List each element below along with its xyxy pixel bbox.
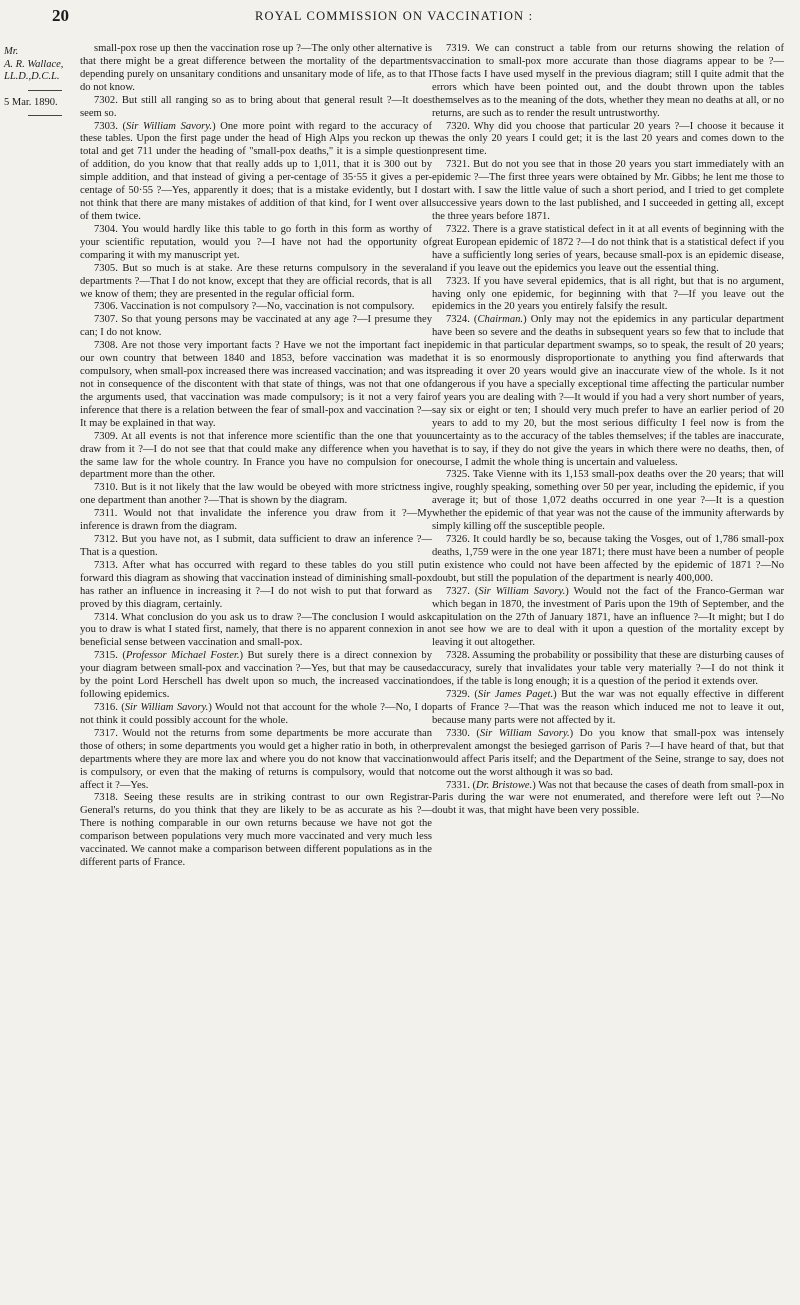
speaker-name: Professor Michael Foster. <box>125 650 240 662</box>
margin-divider <box>28 115 62 116</box>
page-number: 20 <box>52 6 69 25</box>
text-run: 7329. ( <box>446 689 478 701</box>
paragraph <box>432 728 784 780</box>
paragraph <box>432 314 784 469</box>
text-run: 7312. But you have not, as I submit, data sufficient to draw an inference ?—That is a question. <box>80 534 432 558</box>
text-run: 7310. But is it not likely that the law would be obeyed with more strictness in one department than another ?—That is shown by the diagram. <box>80 482 432 507</box>
text-run: 7321. But do not you see that in those 20 years you start immediately with an epidemic ?—The first three years were obtained by Mr. Gibbs; he lent me those to start with. I saw the little value of such a short period, and I tried to get complete successive years down to the last published, and I succeeded in getting all, except the three years before 1871. <box>432 159 784 222</box>
paragraph <box>432 276 784 315</box>
text-run: 7320. Why did you choose that particular 20 years ?—I choose it because it was the only 20 years I could get; it is the last 20 years and comes down to the present time. <box>432 120 784 158</box>
paragraph <box>80 650 432 702</box>
paragraph <box>80 340 432 430</box>
text-run: 7319. We can construct a table from our returns showing the relation of vaccination to small-pox more accurate than those diagrams appear to be ?—Those facts I have used myself in the previous diagram; still I quite admit that the errors which have been pointed out, and the doubt thrown upon the tables themselves as to the meaning of the dots, whether they mean no deaths at all, or no returns, are such as to render the result untrustworthy. <box>432 43 784 119</box>
text-run: 7315. ( <box>94 650 126 662</box>
text-run: 7326. It could hardly be so, because taking the Vosges, out of 1,786 small-pox deaths, 1,759 were in the one year 1871; there must have been a number of people in existence who could not have been affected by the epidemic of 1871 ?—No doubt, but still the population of the department is nearly 400,000. <box>432 534 784 584</box>
margin-date: 5 Mar. 1890. <box>4 96 58 108</box>
paragraph <box>432 586 784 651</box>
paragraph <box>80 792 432 870</box>
text-run: 7309. At all events is not that inference more scientific than the one that you draw from it ?—I do not see that that could make any difference when you have the same law for the whole country. In France you have no compulsion for one department more than the other. <box>80 430 432 481</box>
text-run: 7306. Vaccination is not compulsory ?—No, vaccination is not compulsory. <box>94 301 415 313</box>
text-run: 7307. So that young persons may be vaccinated at any age ?—I presume they can; I do not know. <box>80 314 432 339</box>
text-run: 7316. ( <box>94 702 125 714</box>
text-run: ) Do you know that small-pox was intensely prevalent amongst the besieged garrison of Paris ?—I have heard of that, but that would affect Paris itself; and the Department of the Seine, strange to say, does not come out the worst although it was so bad. <box>432 727 784 778</box>
paragraph <box>80 263 432 302</box>
paragraph <box>432 650 784 689</box>
left-column <box>80 43 432 870</box>
paragraph <box>80 728 432 793</box>
text-run: 7305. But so much is at stake. Are these returns compulsory in the several departments ?—That I do not know, except that they are official records, that is all we know of them; they are presented in the regular official form. <box>80 262 432 300</box>
paragraph <box>80 482 432 508</box>
paragraph <box>80 224 432 263</box>
running-head: ROYAL COMMISSION ON VACCINATION : <box>255 9 534 23</box>
paragraph <box>432 224 784 276</box>
text-run: 7313. After what has occurred with regard to these tables do you still put forward this diagram as showing that vaccination instead of diminishing small-pox has rather an influence in increasing it ?—I do not wish to put that forward as proved by this diagram, certainly. <box>80 559 432 610</box>
text-run: 7318. Seeing these results are in striking contrast to our own Registrar-General's returns, do you think that they are likely to be as accurate as his ?—There is nothing comparable in our own returns because we have not got the comparison between populations very much more vaccinated and very much less vaccinated. We cannot make a comparison between different populations as in the different parts of France. <box>80 792 432 869</box>
text-run: 7330. ( <box>446 727 480 739</box>
text-run: ) But the war was not equally effective in different parts of France ?—That was the reason which induced me not to leave it out, because many parts were not affected by it. <box>432 689 784 726</box>
text-run: ) Would not that account for the whole ?—No, I do not think it could possibly account for the whole. <box>80 702 432 726</box>
text-run: 7311. Would not that invalidate the inference you draw from it ?—My inference is drawn from the diagram. <box>80 508 432 533</box>
paragraph <box>432 469 784 534</box>
speaker-name: Sir William Savory. <box>478 585 566 597</box>
text-run: 7304. You would hardly like this table to go forth in this form as worthy of your scientific reputation, would you ?—I have not had the opportunity of comparing it with my manuscript yet. <box>80 223 432 261</box>
text-run: 7302. But still all ranging so as to bring about that general result ?—It does seem so. <box>80 94 432 119</box>
text-run: 7331. ( <box>446 779 477 791</box>
text-run: 7327. ( <box>446 585 479 597</box>
margin-speaker: Mr. <box>4 46 19 57</box>
margin-note <box>4 46 62 122</box>
text-run: 7314. What conclusion do you ask us to draw ?—The conclusion I would ask you to draw is what I stated first, namely, that there is no apparent connexion in a beneficial sense between vaccination and small-pox. <box>80 611 432 649</box>
margin-degrees: LL.D.,D.C.L. <box>4 71 60 82</box>
text-run: 7324. ( <box>446 314 478 326</box>
text-run: ) But surely there is a direct connexion by your diagram between small-pox and vaccination ?—Yes, but that may be caused by the point Lord Herschell has dwelt upon so much, the increased vaccination following epidemics. <box>80 650 433 701</box>
paragraph <box>80 702 432 728</box>
paragraph <box>432 43 784 121</box>
paragraph <box>80 508 432 534</box>
text-run: ) Would not the fact of the Franco-German war which began in 1870, the investment of Paris upon the 19th of September, and the capitulation on the 27th of January 1871, have an influence ?—It might; but I do not see how we are to deal with it upon a question of the mortality except by leaving it out altogether. <box>432 585 784 649</box>
text-run: ) One more point with regard to the accuracy of these tables. Upon the first page under the head of High Alps you reckon up the total and get 711 under the heading of "small-pox deaths," it is a simple question of addition, do you know that that really adds up to 1,011, that it is 300 out by simple addition, and that instead of giving a per-centage of 35·55 it gives a per-centage of 50·55 ?—Yes, apparently it does; that is a mistake evidently, but I do not think that there are many mistakes of addition of that kind, for I went over all of them twice. <box>80 120 432 222</box>
paragraph <box>80 43 432 95</box>
text-run: 7322. There is a grave statistical defect in it at all events of beginning with the great European epidemic of 1872 ?—I do not think that is a statistical defect if you have a sufficiently long series of years, because small-pox is an epidemic disease, and if you leave out the epidemics you leave out the essential thing. <box>432 223 784 274</box>
paragraph <box>80 534 432 560</box>
text-run: 7325. Take Vienne with its 1,153 small-pox deaths over the 20 years; that will give, roughly speaking, something over 50 per year, including the epidemic, if you average it; but of those 1,072 deaths occurred in one year ?—It is a question whether the epidemic of that year was not the cause of the immunity afterwards by simply killing off the susceptible people. <box>432 469 784 533</box>
text-run: ) Only may not the epidemics in any particular department have been so severe and the deaths in subsequent years so few that to include that epidemic in that particular department swamps, so to speak, the result of 20 years; that it is so enormously disproportionate to anything you find afterwards that spreading it over 20 years would give an inaccurate view of the whole. Is it not dangerous if you have a specially exceptional time affecting the particular number of years you are dealing with ?—It would if you had a very short number of years, say six or eight or ten; I should very much prefer to have an earlier period of 20 years to add to my 20, but the most serious difficulty I feel now is from the uncertainty as to the accuracy of the tables themselves; if the tables are inaccurate, that is to say, if they do not give the years in which there were no deaths, then, of course, I admit the whole thing is uncertain and valueless. <box>432 314 784 468</box>
speaker-name: Sir William Savory. <box>124 702 209 714</box>
paragraph <box>80 301 432 314</box>
paragraph <box>432 159 784 224</box>
paragraph <box>432 534 784 586</box>
page-header <box>0 6 800 28</box>
speaker-name: Sir William Savory. <box>479 727 570 739</box>
paragraph <box>432 689 784 728</box>
right-column <box>432 43 784 818</box>
paragraph <box>80 121 432 224</box>
paragraph <box>80 95 432 121</box>
text-run: ) Was not that because the cases of death from small-pox in Paris during the war were not enumerated, and therefore were left out ?—No doubt it was, that might have been very possible. <box>432 779 785 817</box>
speaker-name: Sir William Savory. <box>126 120 213 132</box>
margin-divider <box>28 90 62 91</box>
paragraph <box>80 314 432 340</box>
paragraph <box>432 121 784 160</box>
margin-witness-name: A. R. Wallace, <box>4 58 64 70</box>
text-run: 7303. ( <box>94 120 126 132</box>
paragraph <box>80 431 432 483</box>
paragraph <box>80 612 432 651</box>
text-run: small-pox rose up then the vaccination rose up ?—The only other alternative is that there might be a great difference between the mortality of the departments depending purely on unsanitary conditions and unsanitary mode of life, as to that I do not know. <box>80 43 432 93</box>
speaker-name: Dr. Bristowe. <box>476 779 533 791</box>
text-run: 7323. If you have several epidemics, that is all right, but that is no argument, having only one epidemic, for beginning with that ?—If you leave out the epidemics in the 20 years you entirely falsify the result. <box>432 275 784 313</box>
text-run: 7317. Would not the returns from some departments be more accurate than those of others; in some departments you would get a higher ratio in both, in other departments where they are more lax and where you do not know that vaccination is compulsory, or even that the making of returns is compulsory, would that not affect it ?—Yes. <box>80 727 432 791</box>
paragraph <box>432 780 784 819</box>
text-run: 7308. Are not those very important facts ? Have we not the important fact in our own country that between 1840 and 1853, before vaccination was made compulsory, when small-pox increased there was increased vaccination; and was it not in consequence of the discontent with that state of things, was not that one of the arguments used, that vaccination was made compulsory; is it not a very fair inference that there is a relation between the fear of small-pox and vaccination ?—It may be explained in that way. <box>80 340 432 429</box>
paragraph <box>80 560 432 612</box>
speaker-name: Chairman. <box>477 314 524 326</box>
speaker-name: Sir James Paget. <box>477 689 554 701</box>
text-run: 7328. Assuming the probability or possibility that these are disturbing causes of accuracy, surely that invalidates your table very materially ?—I do not think it does, if the table is long enough; it is a question of the period it extends over. <box>432 650 784 688</box>
